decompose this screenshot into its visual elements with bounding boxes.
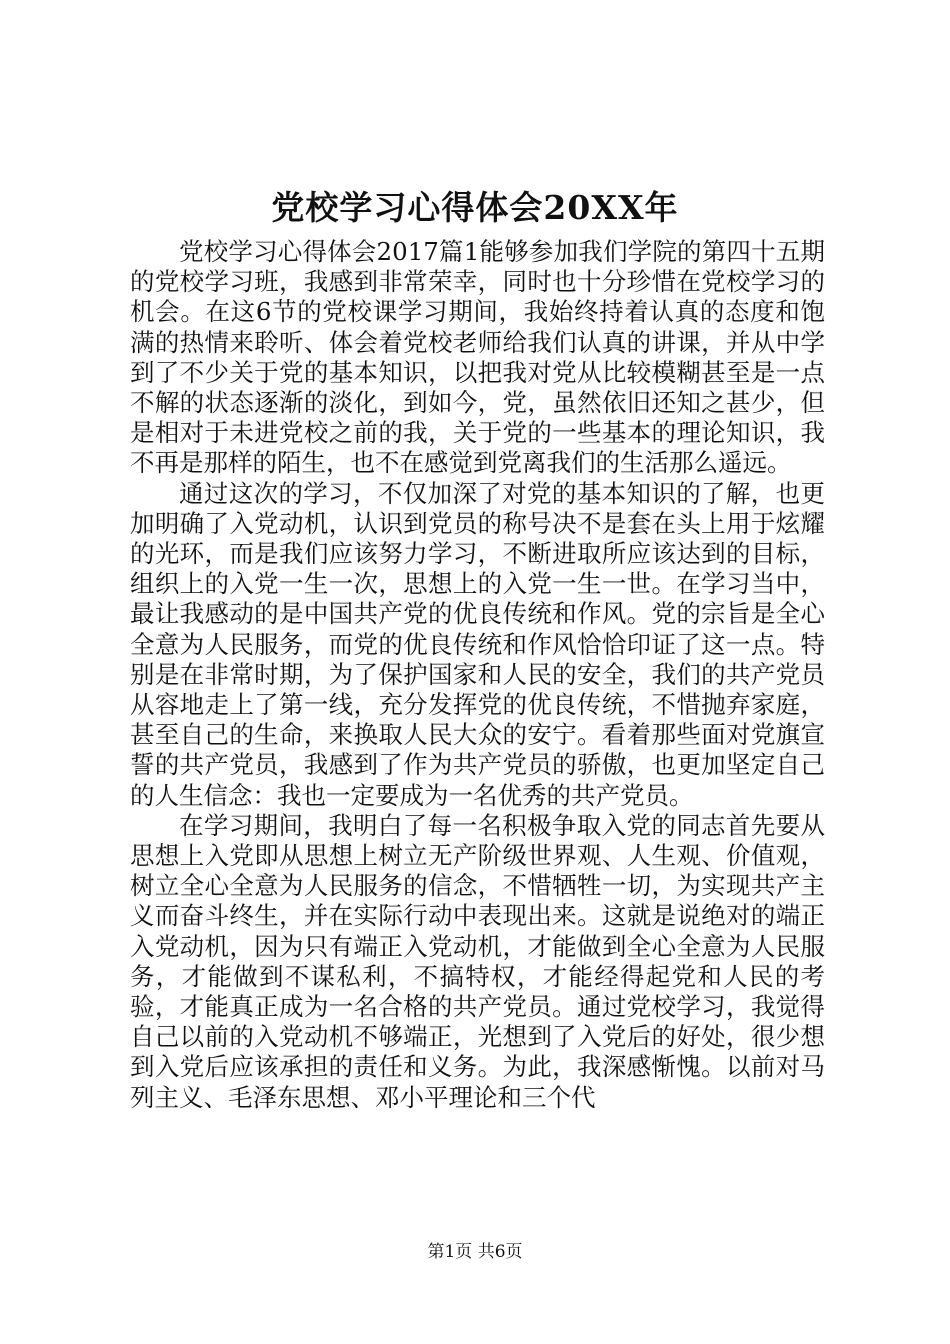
paragraph: 党校学习心得体会2017篇1能够参加我们学院的第四十五期的党校学习班，我感到非常荣幸，同时也十分珍惜在党校学习的机会。在这6节的党校课学习期间，我始终持着认真的态度和饱满的热情来聆听、体会着党校老师给我们认真的讲课，并从中学到了不少关于党的基本知识，以把我对党从比较模糊甚至是一点不解的状态逐渐的淡化，到如今，党，虽然依旧还知之甚少，但是相对于未进党校之前的我，关于党的一些基本的理论知识，我不再是那样的陌生，也不在感觉到党离我们的生活那么遥远。 — [130, 237, 825, 478]
document-title: 党校学习心得体会20XX年 — [271, 188, 679, 227]
paragraph: 在学习期间，我明白了每一名积极争取入党的同志首先要从思想上入党即从思想上树立无产阶级世界观、人生观、价值观，树立全心全意为人民服务的信念，不惜牺牲一切，为实现共产主义而奋斗终生，并在实际行动中表现出来。这就是说绝对的端正入党动机，因为只有端正入党动机，才能做到全心全意为人民服务，才能做到不谋私利，不搞特权，才能经得起党和人民的考验，才能真正成为一名合格的共产党员。通过党校学习，我觉得自己以前的入党动机不够端正，光想到了入党后的好处，很少想到入党后应该承担的责任和义务。为此，我深感惭愧。以前对马列主义、毛泽东思想、邓小平理论和三个代 — [130, 810, 825, 1112]
paragraph: 通过这次的学习，不仅加深了对党的基本知识的了解，也更加明确了入党动机，认识到党员的称号决不是套在头上用于炫耀的光环，而是我们应该努力学习，不断进取所应该达到的目标，组织上的入党一生一次，思想上的入党一生一世。在学习当中，最让我感动的是中国共产党的优良传统和作风。党的宗旨是全心全意为人民服务，而党的优良传统和作风恰恰印证了这一点。特别是在非常时期，为了保护国家和人民的安全，我们的共产党员从容地走上了第一线，充分发挥党的优良传统，不惜抛弃家庭，甚至自己的生命，来换取人民大众的安宁。看着那些面对党旗宣誓的共产党员，我感到了作为共产党员的骄傲，也更加坚定自己的人生信念：我也一定要成为一名优秀的共产党员。 — [130, 478, 825, 810]
document-body — [130, 237, 825, 1113]
page-number-footer: 第1页 共6页 — [427, 1242, 523, 1262]
